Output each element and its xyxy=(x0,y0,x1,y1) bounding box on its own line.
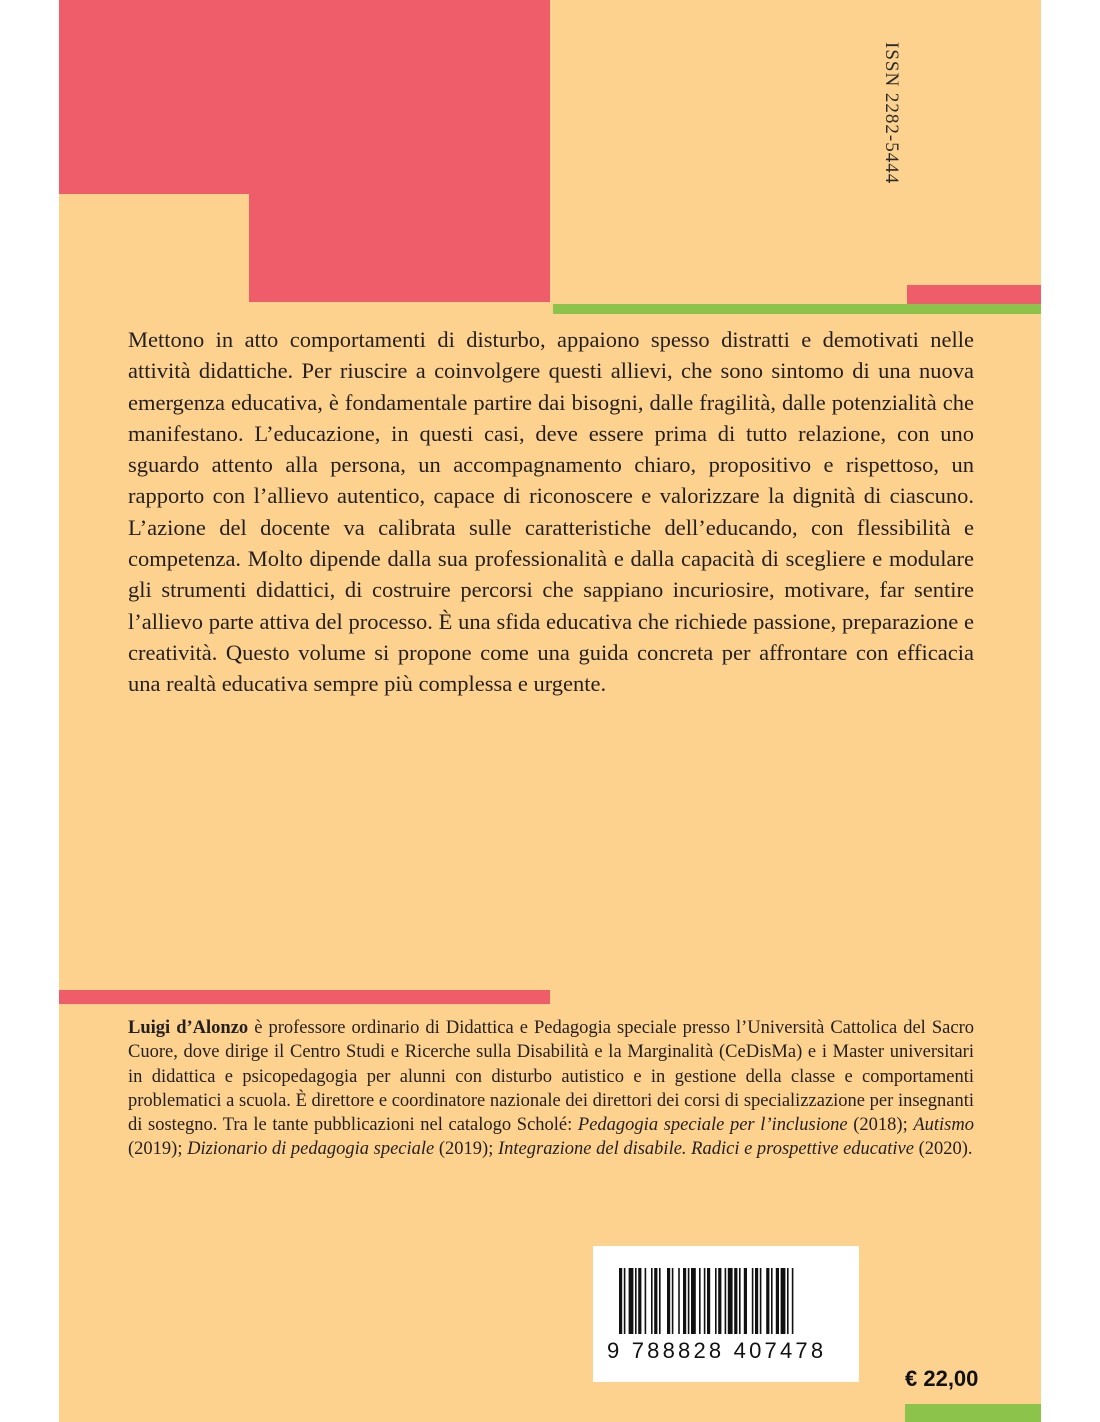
barcode-bar xyxy=(776,1268,779,1334)
barcode-bars xyxy=(619,1268,845,1334)
pink-block-step xyxy=(249,194,550,302)
barcode-bar xyxy=(683,1268,686,1334)
book-year-3: (2019); xyxy=(434,1139,498,1160)
barcode-bar xyxy=(766,1268,769,1334)
barcode-bar xyxy=(688,1268,690,1334)
barcode-bar xyxy=(635,1268,637,1334)
green-stripe-bottom xyxy=(905,1404,1041,1422)
back-cover xyxy=(59,0,1041,1422)
barcode-bar xyxy=(725,1268,727,1334)
barcode-bar xyxy=(707,1268,710,1334)
barcode xyxy=(593,1246,859,1382)
barcode-bar xyxy=(699,1268,701,1334)
book-title-2: Autismo xyxy=(913,1115,974,1136)
barcode-bar xyxy=(755,1268,758,1334)
author-bio xyxy=(128,1016,974,1162)
barcode-bar xyxy=(672,1268,674,1334)
barcode-bar xyxy=(659,1268,661,1334)
barcode-bar xyxy=(651,1268,653,1334)
blurb-text: Mettono in atto comportamenti di disturbo, appaiono spesso distratti e demotivati nelle attività didattiche. Per riuscire a coinvolgere questi allievi, che sono sintomo di una nuova emergenza educativa, è fondamentale partire dai bisogni, dalle fragilità, dalle potenzialità che manifestano. L’educazione, in questi casi, deve essere prima di tutto relazione, con uno sguardo attento alla persona, un accompagnamento chiaro, propositivo e rispettoso, un rapporto con l’allievo autentico, capace di riconoscere e valorizzare la dignità di ciascuno. L’azione del docente va calibrata sulle caratteristiche dell’educando, con flessibilità e competenza. Molto dipende dalla sua professionalità e dalla capacità di scegliere e modulare gli strumenti didattici, di costruire percorsi che sappiano incuriosire, motivare, far sentire l’allievo parte attiva del processo. È una sfida educativa che richiede passione, preparazione e creatività. Questo volume si propone come una guida concreta per affrontare con efficacia una realtà educativa sempre più complessa e urgente. xyxy=(128,327,974,697)
barcode-bar xyxy=(678,1268,680,1334)
pink-block-upper xyxy=(59,72,550,194)
book-year-1: (2018); xyxy=(847,1115,914,1136)
barcode-bar xyxy=(771,1268,773,1334)
barcode-bar xyxy=(715,1268,717,1334)
barcode-bar xyxy=(734,1268,737,1334)
barcode-bar xyxy=(667,1268,670,1334)
barcode-bar xyxy=(739,1268,741,1334)
pink-divider xyxy=(59,990,550,1004)
barcode-bar xyxy=(638,1268,641,1334)
barcode-bar xyxy=(781,1268,786,1334)
barcode-bar xyxy=(787,1268,789,1334)
issn-label: ISSN 2282-5444 xyxy=(881,42,902,185)
barcode-digits: 9 788828 407478 xyxy=(607,1338,827,1363)
pink-block-top xyxy=(59,0,550,72)
book-title-1: Pedagogia speciale per l’inclusione xyxy=(577,1115,848,1136)
barcode-bar xyxy=(760,1268,762,1334)
barcode-bar xyxy=(645,1268,647,1334)
book-year-2: (2019); xyxy=(128,1139,188,1160)
barcode-bar xyxy=(619,1268,622,1334)
barcode-bar xyxy=(629,1268,634,1334)
green-stripe-top xyxy=(553,304,1041,314)
barcode-bar xyxy=(624,1268,626,1334)
barcode-bar xyxy=(704,1268,706,1334)
book-title-3: Dizionario di pedagogia speciale xyxy=(187,1139,435,1160)
book-title-4: Integrazione del disabile. Radici e prospettive educative xyxy=(497,1139,914,1160)
barcode-bar xyxy=(744,1268,747,1334)
author-name: Luigi d’Alonzo xyxy=(128,1018,249,1038)
barcode-bar xyxy=(728,1268,733,1334)
book-year-4: (2020). xyxy=(913,1139,973,1160)
barcode-bar xyxy=(691,1268,696,1334)
pink-stripe-right xyxy=(907,285,1041,304)
barcode-bar xyxy=(752,1268,754,1334)
barcode-bar xyxy=(718,1268,721,1334)
barcode-bar xyxy=(792,1268,794,1334)
bio-text: è professore ordinario di Didattica e Pedagogia speciale presso l’Università Cattolica del Sacro Cuore, dove dirige il Centro Studi e Ricerche sulla Disabilità e la Marginalità (CeDisMa) e i Master universitari in didattica e psicopedagogia per alunni con disturbo autistico e in gestione della classe e comportamenti problematici a scuola. È direttore e coordinatore nazionale dei direttori dei corsi di specializzazione per insegnanti di sostegno. Tra le tante pubblicazioni nel catalogo Scholé: xyxy=(128,1018,974,1136)
price-label: € 22,00 xyxy=(905,1366,979,1391)
barcode-bar xyxy=(654,1268,657,1334)
